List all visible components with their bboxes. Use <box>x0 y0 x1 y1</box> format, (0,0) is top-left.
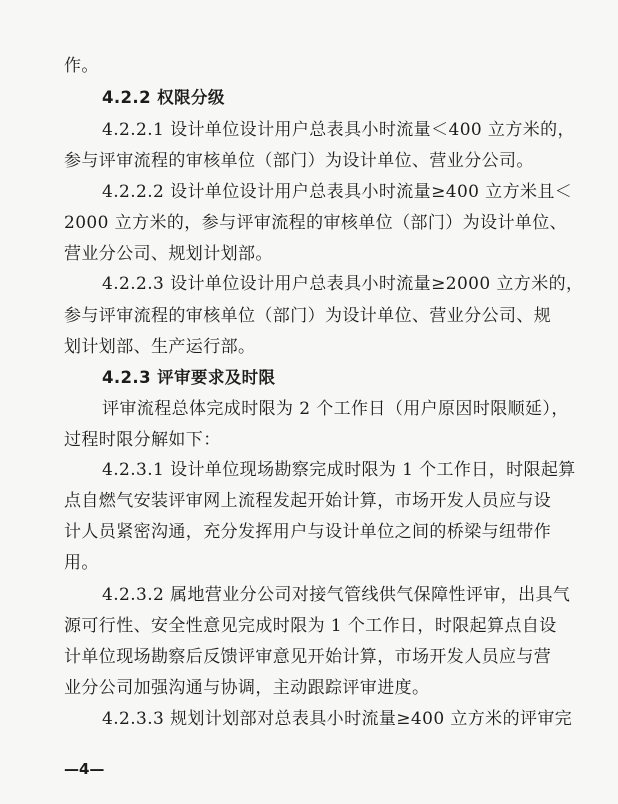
text-line-22: 4.2.3.3 规划计划部对总表具小时流量≥400 立方米的评审完 <box>102 709 573 729</box>
text-line-10: 划计划部、生产运行部。 <box>64 337 256 357</box>
page-number: —4— <box>64 760 105 778</box>
text-line-12: 评审流程总体完成时限为 2 个工作日（用户原因时限顺延）， <box>102 399 569 419</box>
section-heading-4-2-2: 4.2.2 权限分级 <box>102 88 225 107</box>
text-line-6: 2000 立方米的，参与评审流程的审核单位（部门）为设计单位、 <box>64 213 568 233</box>
text-line-19: 源可行性、安全性意见完成时限为 1 个工作日，时限起算点自设 <box>64 616 557 636</box>
text-line-21: 业分公司加强沟通与协调，主动跟踪评审进度。 <box>64 678 430 698</box>
text-line-9: 参与评审流程的审核单位（部门）为设计单位、营业分公司、规 <box>64 306 552 326</box>
section-heading-4-2-3: 4.2.3 评审要求及时限 <box>102 368 276 387</box>
text-line-18: 4.2.3.2 属地营业分公司对接气管线供气保障性评审，出具气 <box>102 585 571 605</box>
text-line-7: 营业分公司、规划计划部。 <box>64 244 273 264</box>
text-line-1: 作。 <box>64 56 99 76</box>
text-line-5: 4.2.2.2 设计单位设计用户总表具小时流量≥400 立方米且＜ <box>102 182 573 202</box>
text-line-16: 计人员紧密沟通，充分发挥用户与设计单位之间的桥梁与纽带作 <box>64 522 552 542</box>
text-line-3: 4.2.2.1 设计单位设计用户总表具小时流量＜400 立方米的， <box>102 120 575 140</box>
text-line-14: 4.2.3.1 设计单位现场勘察完成时限为 1 个工作日，时限起算 <box>102 460 576 480</box>
text-line-4: 参与评审流程的审核单位（部门）为设计单位、营业分公司。 <box>64 151 534 171</box>
text-line-8: 4.2.2.3 设计单位设计用户总表具小时流量≥2000 立方米的， <box>102 274 584 294</box>
text-line-13: 过程时限分解如下： <box>64 430 221 450</box>
text-line-15: 点自燃气安装评审网上流程发起开始计算，市场开发人员应与设 <box>64 491 552 511</box>
text-line-20: 计单位现场勘察后反馈评审意见开始计算，市场开发人员应与营 <box>64 647 552 667</box>
text-line-17: 用。 <box>64 553 99 573</box>
